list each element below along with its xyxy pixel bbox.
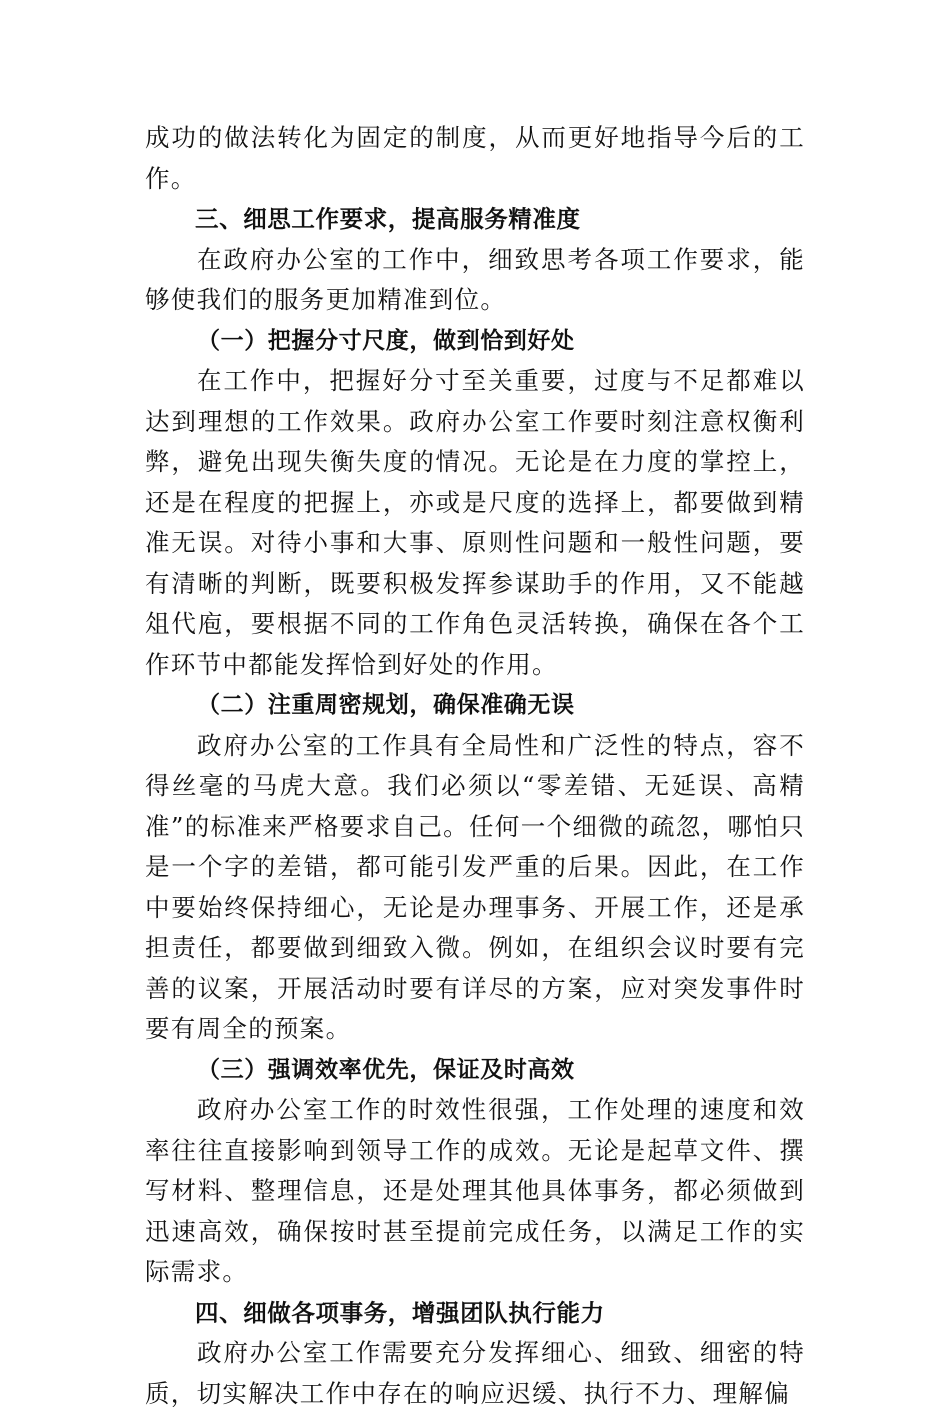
subsection-2-body: 政府办公室的工作具有全局性和广泛性的特点，容不得丝毫的马虎大意。我们必须以“零差错、无延误、高精准”的标准来严格要求自己。任何一个细微的疏忽，哪怕只是一个字的差错，都可能引发严重的后果。因此，在工作中要始终保持细心，无论是办理事务、开展工作，还是承担责任，都要做到细致入微。例如，在组织会议时要有完善的议案，开展活动时要有详尽的方案，应对突发事件时要有周全的预案。 — [145, 730, 805, 1043]
section-3-intro: 在政府办公室的工作中，细致思考各项工作要求，能够使我们的服务更加精准到位。 — [145, 244, 805, 314]
subsection-1-heading: （一）把握分寸尺度，做到恰到好处 — [197, 326, 575, 354]
section-4-heading: 四、细做各项事务，增强团队执行能力 — [195, 1298, 605, 1327]
document-page — [145, 118, 805, 1414]
continuation-paragraph: 成功的做法转化为固定的制度，从而更好地指导今后的工作。 — [145, 123, 805, 193]
subsection-2-heading: （二）注重周密规划，确保准确无误 — [197, 691, 575, 718]
section-4-body: 政府办公室工作需要充分发挥细心、细致、细密的特质，切实解决工作中存在的响应迟缓、执行不力、理解偏 — [145, 1338, 805, 1408]
section-3-heading: 三、细思工作要求，提高服务精准度 — [195, 205, 581, 233]
subsection-1-body: 在工作中，把握好分寸至关重要，过度与不足都难以达到理想的工作效果。政府办公室工作要时刻注意权衡利弊，避免出现失衡失度的情况。无论是在力度的掌控上，还是在程度的把握上，亦或是尺度的选择上，都要做到精准无误。对待小事和大事、原则性问题和一般性问题，要有清晰的判断，既要积极发挥参谋助手的作用，又不能越俎代庖，要根据不同的工作角色灵活转换，确保在各个工作环节中都能发挥恰到好处的作用。 — [145, 366, 805, 679]
subsection-3-heading: （三）强调效率优先，保证及时高效 — [197, 1055, 575, 1083]
subsection-3-body: 政府办公室工作的时效性很强，工作处理的速度和效率往往直接影响到领导工作的成效。无论是起草文件、撰写材料、整理信息，还是处理其他具体事务，都必须做到迅速高效，确保按时甚至提前完成任务，以满足工作的实际需求。 — [145, 1095, 805, 1286]
